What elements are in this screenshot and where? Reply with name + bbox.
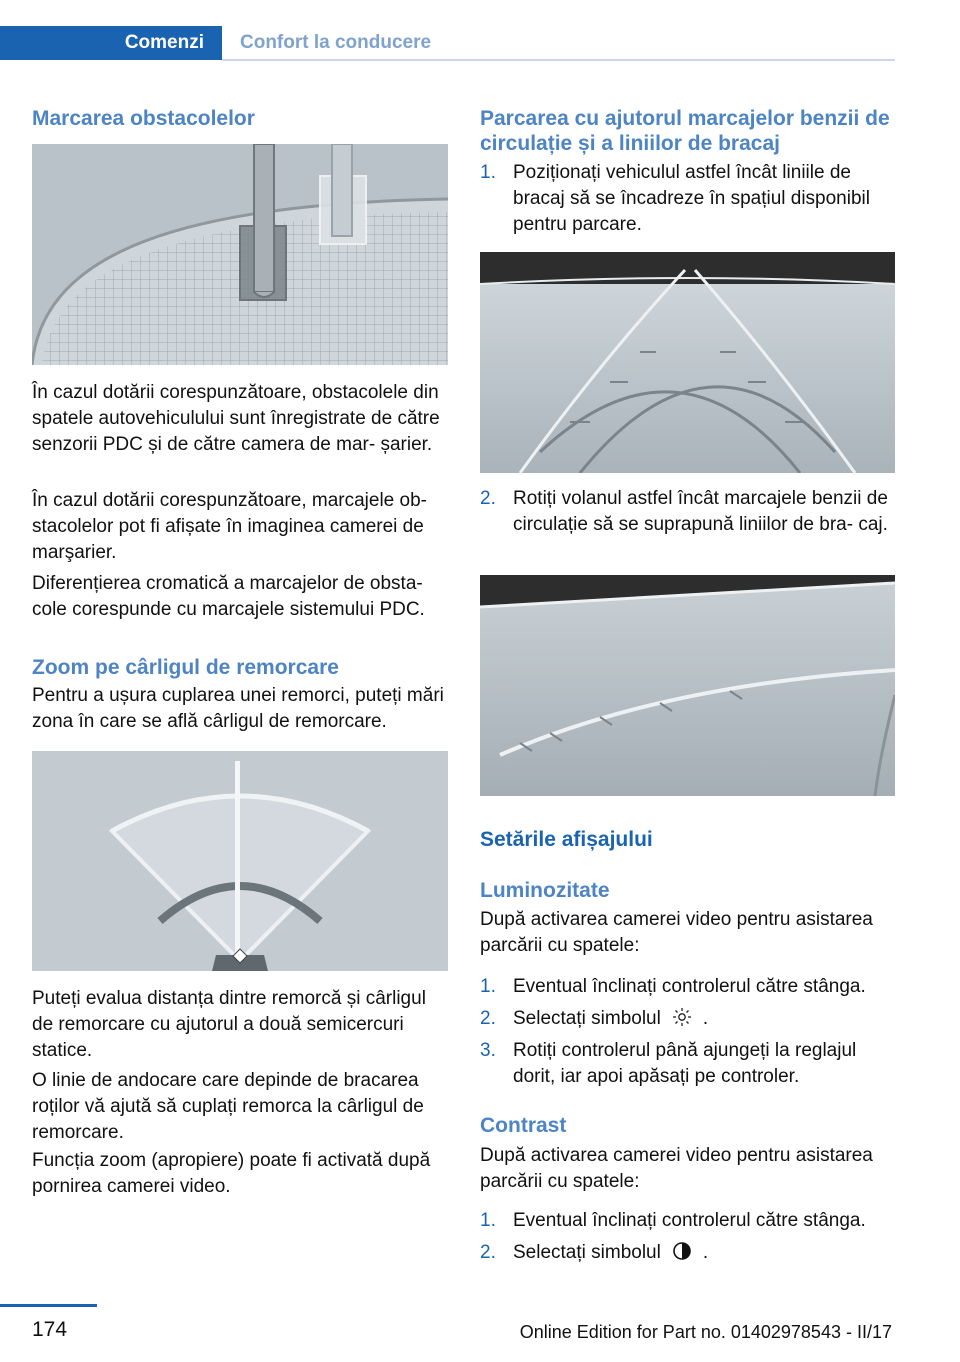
step-number: 2. [480,488,496,509]
online-edition-note: Online Edition for Part no. 01402978543 - II/17 [519,1322,892,1342]
paragraph-zoom-3: O linie de andocare care depinde de bracarea roților vă ajută să cuplați remorca la cârligul de remorcare. [32,1070,424,1143]
tab-confort-la-conducere[interactable]: Confort la conducere [240,32,432,53]
step-number: 1. [480,162,496,183]
tab-comenzi[interactable]: Comenzi [0,26,222,60]
header-divider [222,59,895,61]
step-text: Rotiți volanul astfel încât marcajele benzii de circulație să se suprapună liniilor de bra‐ caj. [513,488,888,535]
step-number: 1. [480,976,496,997]
paragraph-zoom-1: Pentru a ușura cuplarea unei remorci, puteți mări zona în care se află cârligul de remorcare. [32,685,444,732]
steps-parcarea-1 [480,160,896,238]
list-item [480,1208,896,1234]
page-header [0,26,895,62]
list-item [480,160,896,238]
steps-contrast [480,1208,896,1266]
list-item [480,1006,896,1032]
section-title-contrast: Contrast [480,1114,567,1137]
page-number: 174 [32,1318,68,1341]
paragraph-obstacle-2: În cazul dotării corespunzătoare, marcajele ob‐ stacolelor pot fi afișate în imaginea camerei de marşarier. [32,490,427,563]
steps-luminozitate [480,974,896,1090]
step-text-end: . [702,1008,709,1029]
step-number: 1. [480,1210,496,1231]
section-title-setarile: Setările afișajului [480,828,653,851]
section-title-zoom: Zoom pe cârligul de remorcare [32,656,339,679]
step-text: Poziționați vehiculul astfel încât liniile de bracaj să se încadreze în spațiul disponibil pentru parcare. [513,162,870,235]
step-number: 2. [480,1008,496,1029]
step-text: Eventual înclinați controlerul către stânga. [513,1210,866,1231]
list-item [480,1038,896,1090]
paragraph-obstacle-3: Diferențierea cromatică a marcajelor de obsta‐ cole corespunde cu marcajele sistemului PDC. [32,573,425,620]
section-title-marcarea-obstacolelor: Marcarea obstacolelor [32,107,255,130]
paragraph-luminozitate-intro: După activarea camerei video pentru asistarea parcării cu spatele: [480,909,873,956]
contrast-icon [669,1241,695,1261]
paragraph-zoom-2: Puteți evalua distanța dintre remorcă și cârligul de remorcare cu ajutorul a două semicercuri statice. [32,988,426,1061]
section-title-luminozitate: Luminozitate [480,879,610,902]
figure-turning-lines [480,252,895,473]
paragraph-zoom-4: Funcția zoom (apropiere) poate fi activată după pornirea camerei video. [32,1150,431,1197]
brightness-icon [669,1007,695,1027]
paragraph-obstacle-1: În cazul dotării corespunzătoare, obstacolele din spatele autovehiculului sunt înregistrate de către senzorii PDC și de către camera de mar‐ șarier. [32,382,440,455]
step-number: 2. [480,1242,496,1263]
list-item [480,486,896,538]
paragraph-contrast-intro: După activarea camerei video pentru asistarea parcării cu spatele: [480,1145,873,1192]
figure-hitch-zoom [32,751,448,971]
step-text: Selectați simbolul [513,1242,661,1263]
steps-parcarea-2 [480,486,896,538]
list-item [480,974,896,1000]
section-title-parcarea: Parcarea cu ajutorul marcajelor benzii de circulație și a liniilor de bracaj [480,107,890,155]
footer-divider [0,1304,97,1307]
step-text: Eventual înclinați controlerul către stânga. [513,976,866,997]
list-item [480,1240,896,1266]
step-text: Selectați simbolul [513,1008,661,1029]
figure-lane-markings [480,575,895,796]
figure-obstacle-markers [32,144,448,365]
step-text: Rotiți controlerul până ajungeți la reglajul dorit, iar apoi apăsați pe controler. [513,1040,857,1087]
step-text-end: . [702,1242,709,1263]
step-number: 3. [480,1040,496,1061]
